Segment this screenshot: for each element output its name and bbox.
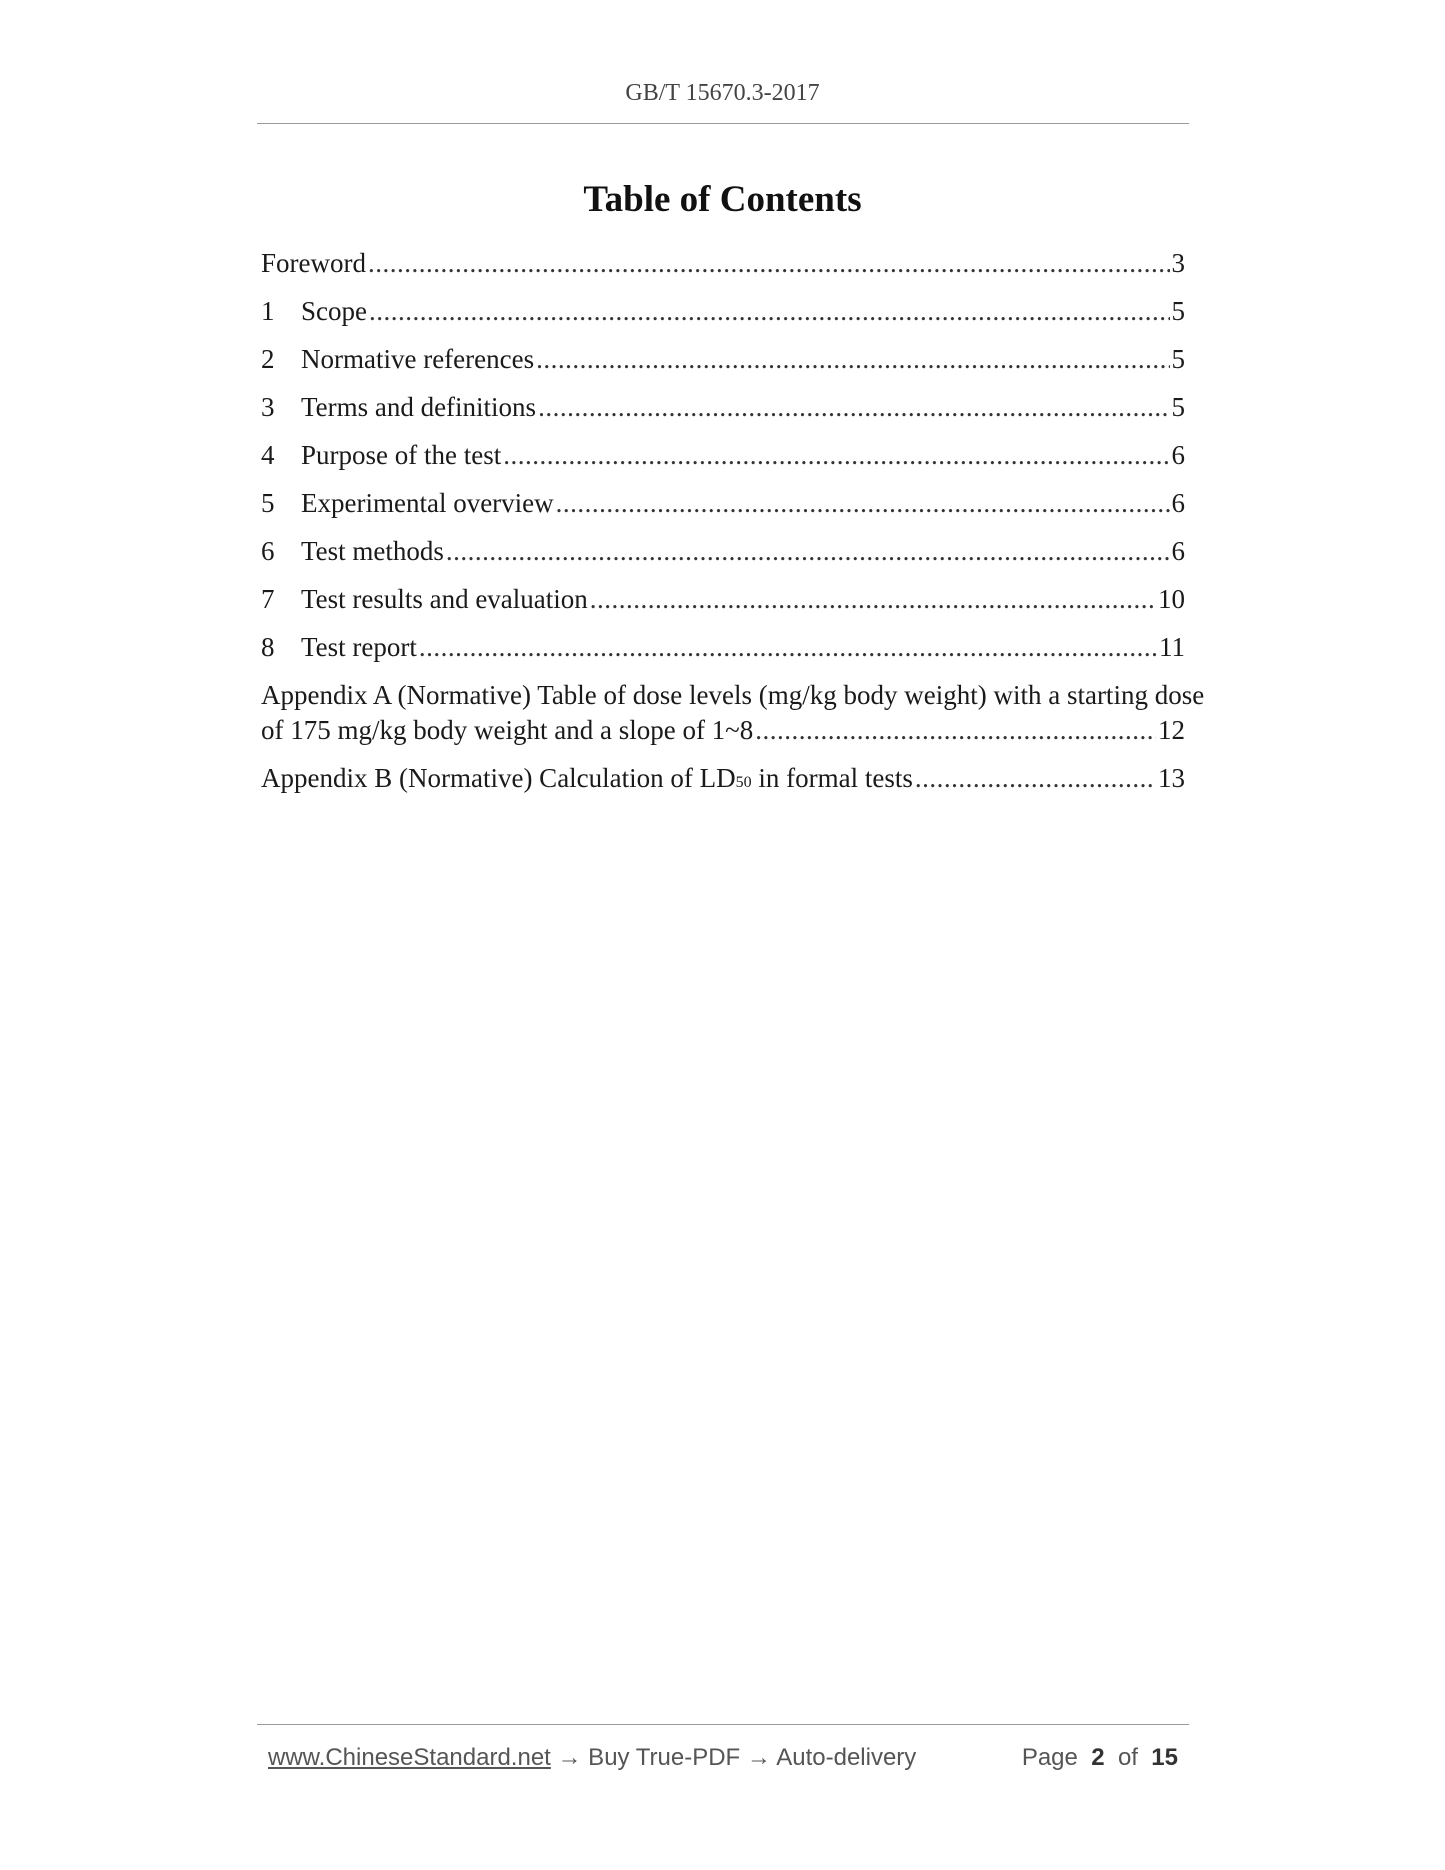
toc-entry-appendix-a[interactable] [261, 678, 1205, 748]
toc-leader [915, 761, 1156, 796]
toc-label: Test methods [301, 536, 444, 566]
toc-number: 1 [261, 296, 275, 326]
toc-page: 5 [1171, 392, 1185, 422]
toc-label-part: Appendix B (Normative) Calculation of LD [261, 763, 736, 793]
footer-purchase-text: → Buy True-PDF → Auto-delivery [550, 1744, 917, 1771]
header-divider [257, 123, 1189, 124]
page-word: Page [1021, 1744, 1078, 1771]
toc-leader [536, 342, 1169, 377]
toc-number: 8 [261, 632, 275, 662]
page-title: Table of Contents [583, 179, 862, 220]
ld-subscript: 50 [735, 774, 752, 791]
toc-entry-7[interactable] [261, 582, 1185, 617]
toc-entry-2[interactable] [261, 342, 1185, 377]
toc-number: 2 [261, 344, 275, 374]
toc-page: 5 [1171, 344, 1185, 374]
toc-page: 11 [1159, 632, 1185, 662]
toc-page: 6 [1171, 536, 1185, 566]
toc-leader [503, 438, 1169, 473]
footer [268, 1744, 1178, 1772]
header-doc-id: GB/T 15670.3-2017 [625, 80, 820, 106]
toc-number: 4 [261, 440, 275, 470]
toc-leader [590, 582, 1156, 617]
toc-label: Purpose of the test [301, 440, 502, 470]
toc-number: 5 [261, 488, 275, 518]
toc-leader [368, 246, 1170, 281]
toc-label: Terms and definitions [301, 392, 537, 422]
of-word: of [1117, 1744, 1138, 1771]
toc-number: 7 [261, 584, 275, 614]
toc-leader [755, 713, 1156, 748]
toc-page: 13 [1158, 763, 1185, 793]
toc-label: Test results and evaluation [301, 584, 588, 614]
table-of-contents [261, 246, 1205, 809]
site-link[interactable]: www.ChineseStandard.net [268, 1744, 551, 1771]
toc-label [261, 761, 913, 800]
toc-page: 6 [1171, 440, 1185, 470]
toc-label-part: in formal tests [751, 763, 913, 793]
footer-divider [257, 1724, 1189, 1725]
toc-page: 10 [1158, 584, 1185, 614]
toc-page: 6 [1171, 488, 1185, 518]
toc-leader [419, 630, 1157, 665]
toc-page: 5 [1171, 296, 1185, 326]
toc-label: Normative references [301, 344, 535, 374]
toc-entry-4[interactable] [261, 438, 1185, 473]
toc-entry-3[interactable] [261, 390, 1185, 425]
toc-page: 3 [1171, 248, 1185, 278]
toc-leader [369, 294, 1170, 329]
toc-entry-1[interactable] [261, 294, 1185, 329]
toc-page: 12 [1158, 715, 1185, 745]
toc-label: Test report [301, 632, 417, 662]
total-pages: 15 [1151, 1744, 1178, 1771]
page-indicator [1022, 1744, 1178, 1772]
toc-label: Scope [301, 296, 367, 326]
toc-leader [446, 534, 1170, 569]
toc-entry-8[interactable] [261, 630, 1185, 665]
toc-entry-foreword[interactable] [261, 246, 1185, 281]
toc-entry-appendix-b[interactable] [261, 761, 1185, 796]
toc-leader [556, 486, 1170, 521]
current-page: 2 [1091, 1744, 1105, 1771]
toc-entry-5[interactable] [261, 486, 1185, 521]
toc-number: 6 [261, 536, 275, 566]
toc-label-line1: Appendix A (Normative) Table of dose levels (mg/kg body weight) with a starting dose [261, 680, 1205, 710]
toc-label: Experimental overview [301, 488, 554, 518]
toc-label: Foreword [261, 248, 366, 278]
footer-left [268, 1744, 916, 1772]
toc-leader [538, 390, 1169, 425]
toc-entry-6[interactable] [261, 534, 1185, 569]
toc-number: 3 [261, 392, 275, 422]
toc-label-line2: of 175 mg/kg body weight and a slope of 1~8 [261, 715, 754, 745]
